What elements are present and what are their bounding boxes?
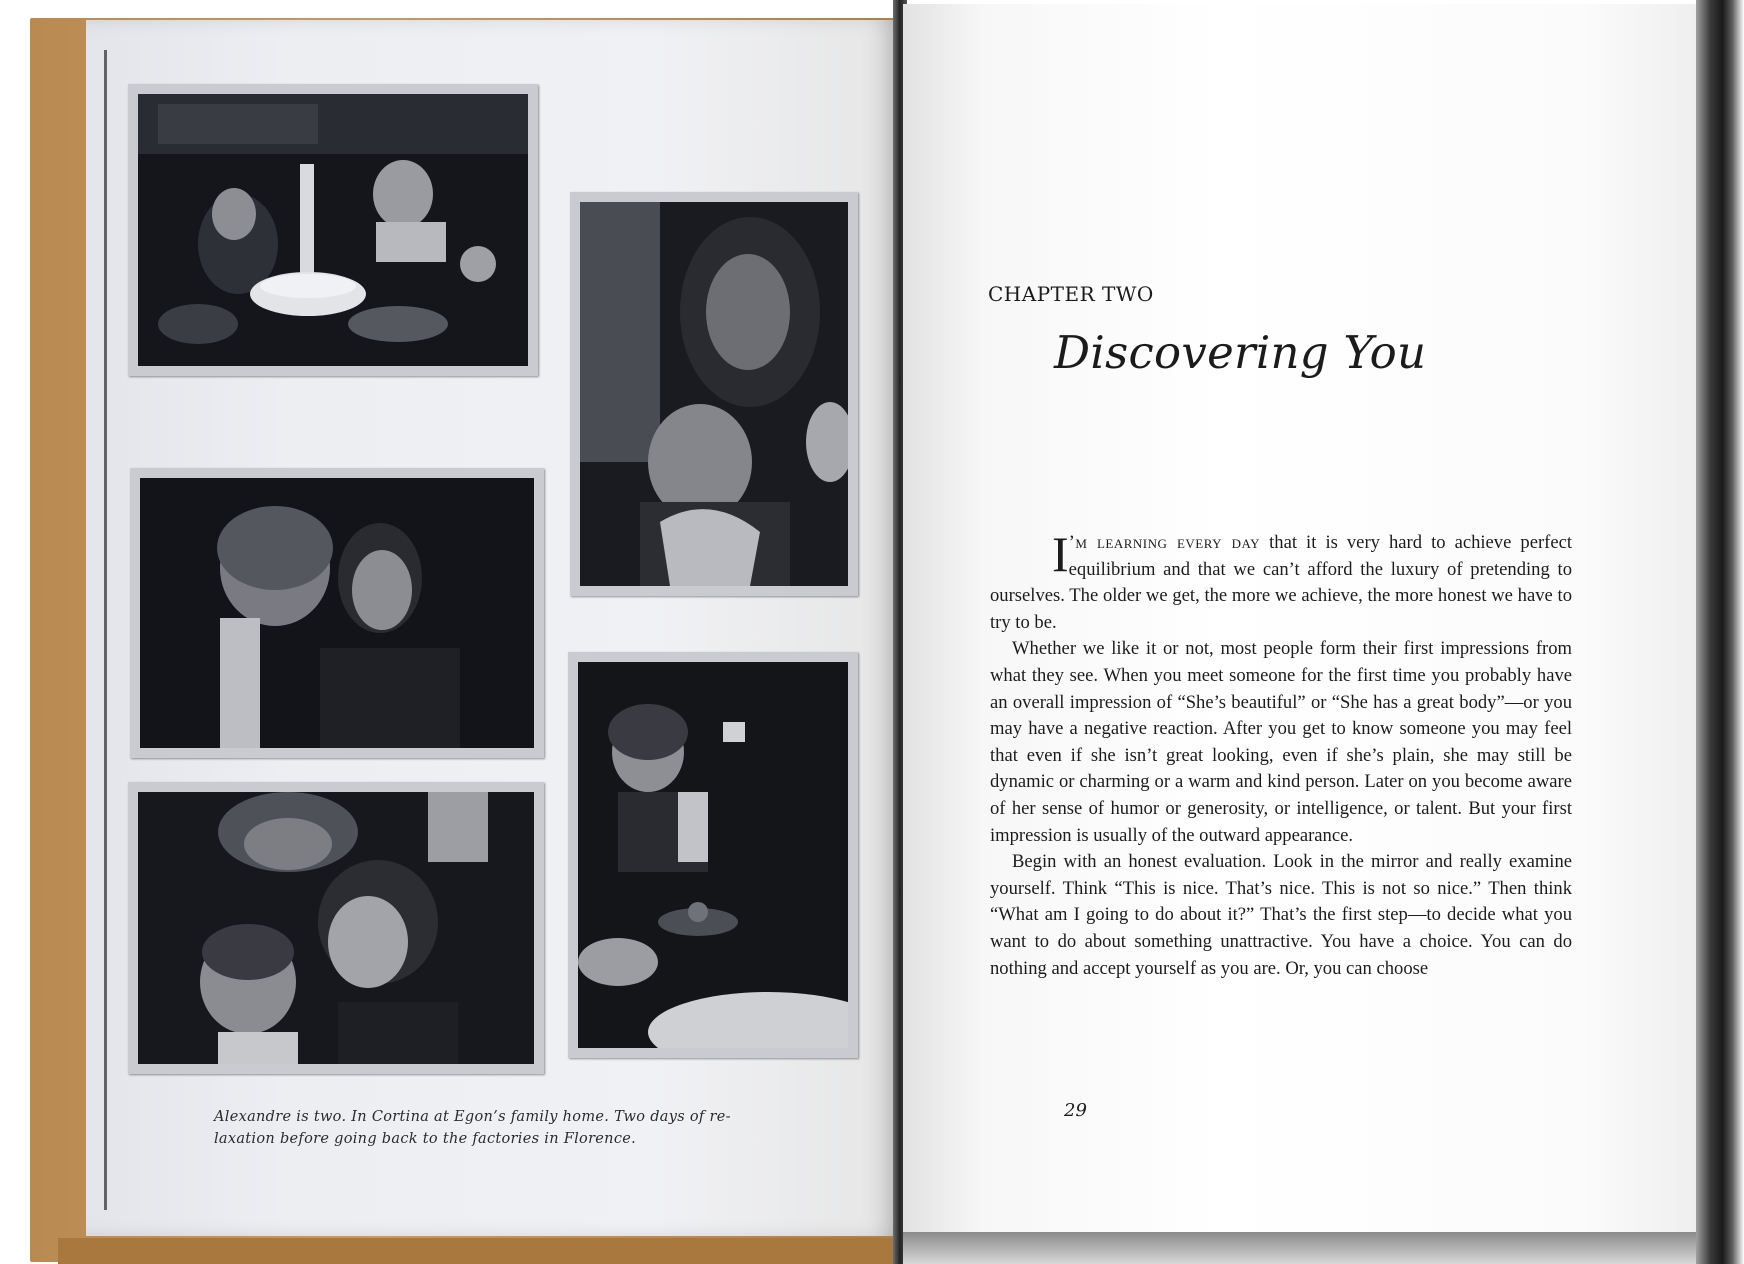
- chapter-title: Discovering You: [1054, 326, 1427, 379]
- page-number: 29: [1064, 1100, 1087, 1121]
- opening-small-caps: ’m learning every day: [1068, 532, 1261, 553]
- paragraph-3: Begin with an honest evaluation. Look in the mirror and really examine yourself. Think “This is nice. That’s nice. This is not so nice.” Then think “What am I going to do about it?” That’s the first step—to decide what you want to do about something unattractive. You have a choice. You can do nothing and accept yourself as you are. Or, you can choose: [990, 851, 1572, 979]
- chapter-body-text: [990, 526, 1573, 982]
- paragraph-1-text: that it is very hard to achieve perfect equilibrium and that we can’t afford the luxury of pretending to ourselves. The older we get, the more we achieve, the more honest we have to try to be.: [990, 532, 1573, 633]
- caption-line-2: laxation before going back to the factories in Florence.: [214, 1131, 637, 1147]
- book-cover-bottom-edge: [58, 1238, 900, 1264]
- left-page-binding-line: [104, 50, 107, 1210]
- right-page-bottom-shadow: [903, 1232, 1703, 1264]
- photo-child-table-image: [578, 662, 848, 1048]
- paragraph-1: [990, 526, 1573, 636]
- drop-cap: I: [1052, 526, 1069, 582]
- photo-child-table: [568, 652, 858, 1058]
- photo-mother-baby-image: [580, 202, 848, 586]
- chapter-label: CHAPTER TWO: [988, 282, 1154, 306]
- photo-woman-children: [128, 782, 544, 1074]
- paragraph-2: Whether we like it or not, most people form their first impressions from what they see. When you meet someone for the first time you probably have an overall impression of “She’s beautiful” or “She has a great body”—or you may have a negative reaction. After you get to know someone you may feel that even if she isn’t great looking, even if she’s plain, she may still be dynamic or charming or a warm and kind person. Later on you become aware of her sense of humor or generosity, or intelligence, or talent. But your first impression is usually of the outward appearance.: [990, 638, 1572, 846]
- photo-child-woman-image: [140, 478, 534, 748]
- caption-line-1: Alexandre is two. In Cortina at Egon’s family home. Two days of re-: [214, 1109, 731, 1125]
- photo-birthday-cake: [128, 84, 538, 376]
- photo-child-woman: [130, 468, 544, 758]
- book-right-edge: [1696, 0, 1744, 1264]
- photo-woman-children-image: [138, 792, 534, 1064]
- photo-birthday-cake-image: [138, 94, 528, 366]
- photo-mother-baby: [570, 192, 858, 596]
- photo-caption: [214, 1106, 804, 1150]
